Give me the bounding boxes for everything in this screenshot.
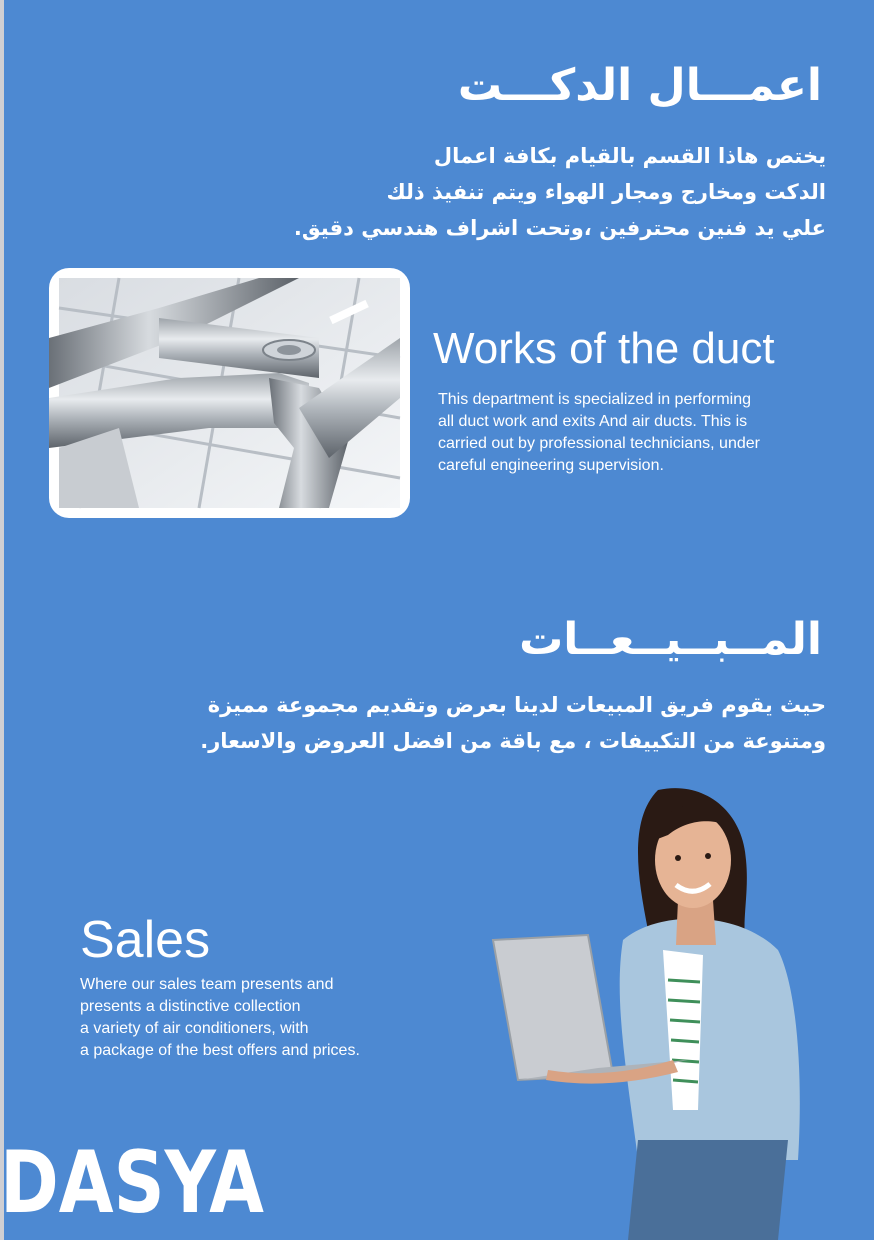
duct-body-english-line: careful engineering supervision.	[438, 457, 664, 474]
sales-body-english	[80, 974, 360, 1062]
dasya-logo-text: DASYA	[0, 1133, 265, 1233]
duct-title-arabic: اعمـــال الدكـــت	[457, 60, 822, 111]
duct-body-arabic-line: الدكت ومخارج ومجار الهواء ويتم تنفيذ ذلك	[386, 180, 826, 204]
sales-title-arabic: المــبــيــعــات	[519, 614, 822, 665]
duct-body-english	[438, 389, 760, 477]
woman-with-laptop-photo	[488, 780, 818, 1240]
sales-body-english-line: a package of the best offers and prices.	[80, 1042, 360, 1059]
sales-body-english-line: presents a distinctive collection	[80, 998, 301, 1015]
duct-body-english-line: all duct work and exits And air ducts. This is	[438, 413, 748, 430]
duct-photo	[49, 268, 410, 518]
sales-body-arabic	[200, 687, 826, 759]
duct-body-english-line: carried out by professional technicians, under	[438, 435, 760, 452]
dasya-logo	[0, 1133, 268, 1233]
sales-body-arabic-line: حيث يقوم فريق المبيعات لدينا بعرض وتقديم مجموعة مميزة	[207, 693, 826, 717]
sales-title-english: Sales	[80, 911, 211, 969]
sales-body-english-line: Where our sales team presents and	[80, 976, 334, 993]
page-edge-strip	[0, 0, 4, 1240]
duct-body-arabic-line: علي يد فنين محترفين ،وتحت اشراف هندسي دقيق.	[293, 216, 826, 240]
duct-body-english-line: This department is specialized in performing	[438, 391, 752, 408]
duct-title-english: Works of the duct	[433, 324, 775, 373]
sales-body-english-line: a variety of air conditioners, with	[80, 1020, 309, 1037]
duct-body-arabic	[294, 138, 826, 246]
duct-body-arabic-line: يختص هاذا القسم بالقيام بكافة اعمال	[433, 144, 826, 168]
sales-body-arabic-line: ومتنوعة من التكييفات ، مع باقة من افضل العروض والاسعار.	[200, 729, 826, 753]
duct-photo-image	[59, 278, 400, 508]
